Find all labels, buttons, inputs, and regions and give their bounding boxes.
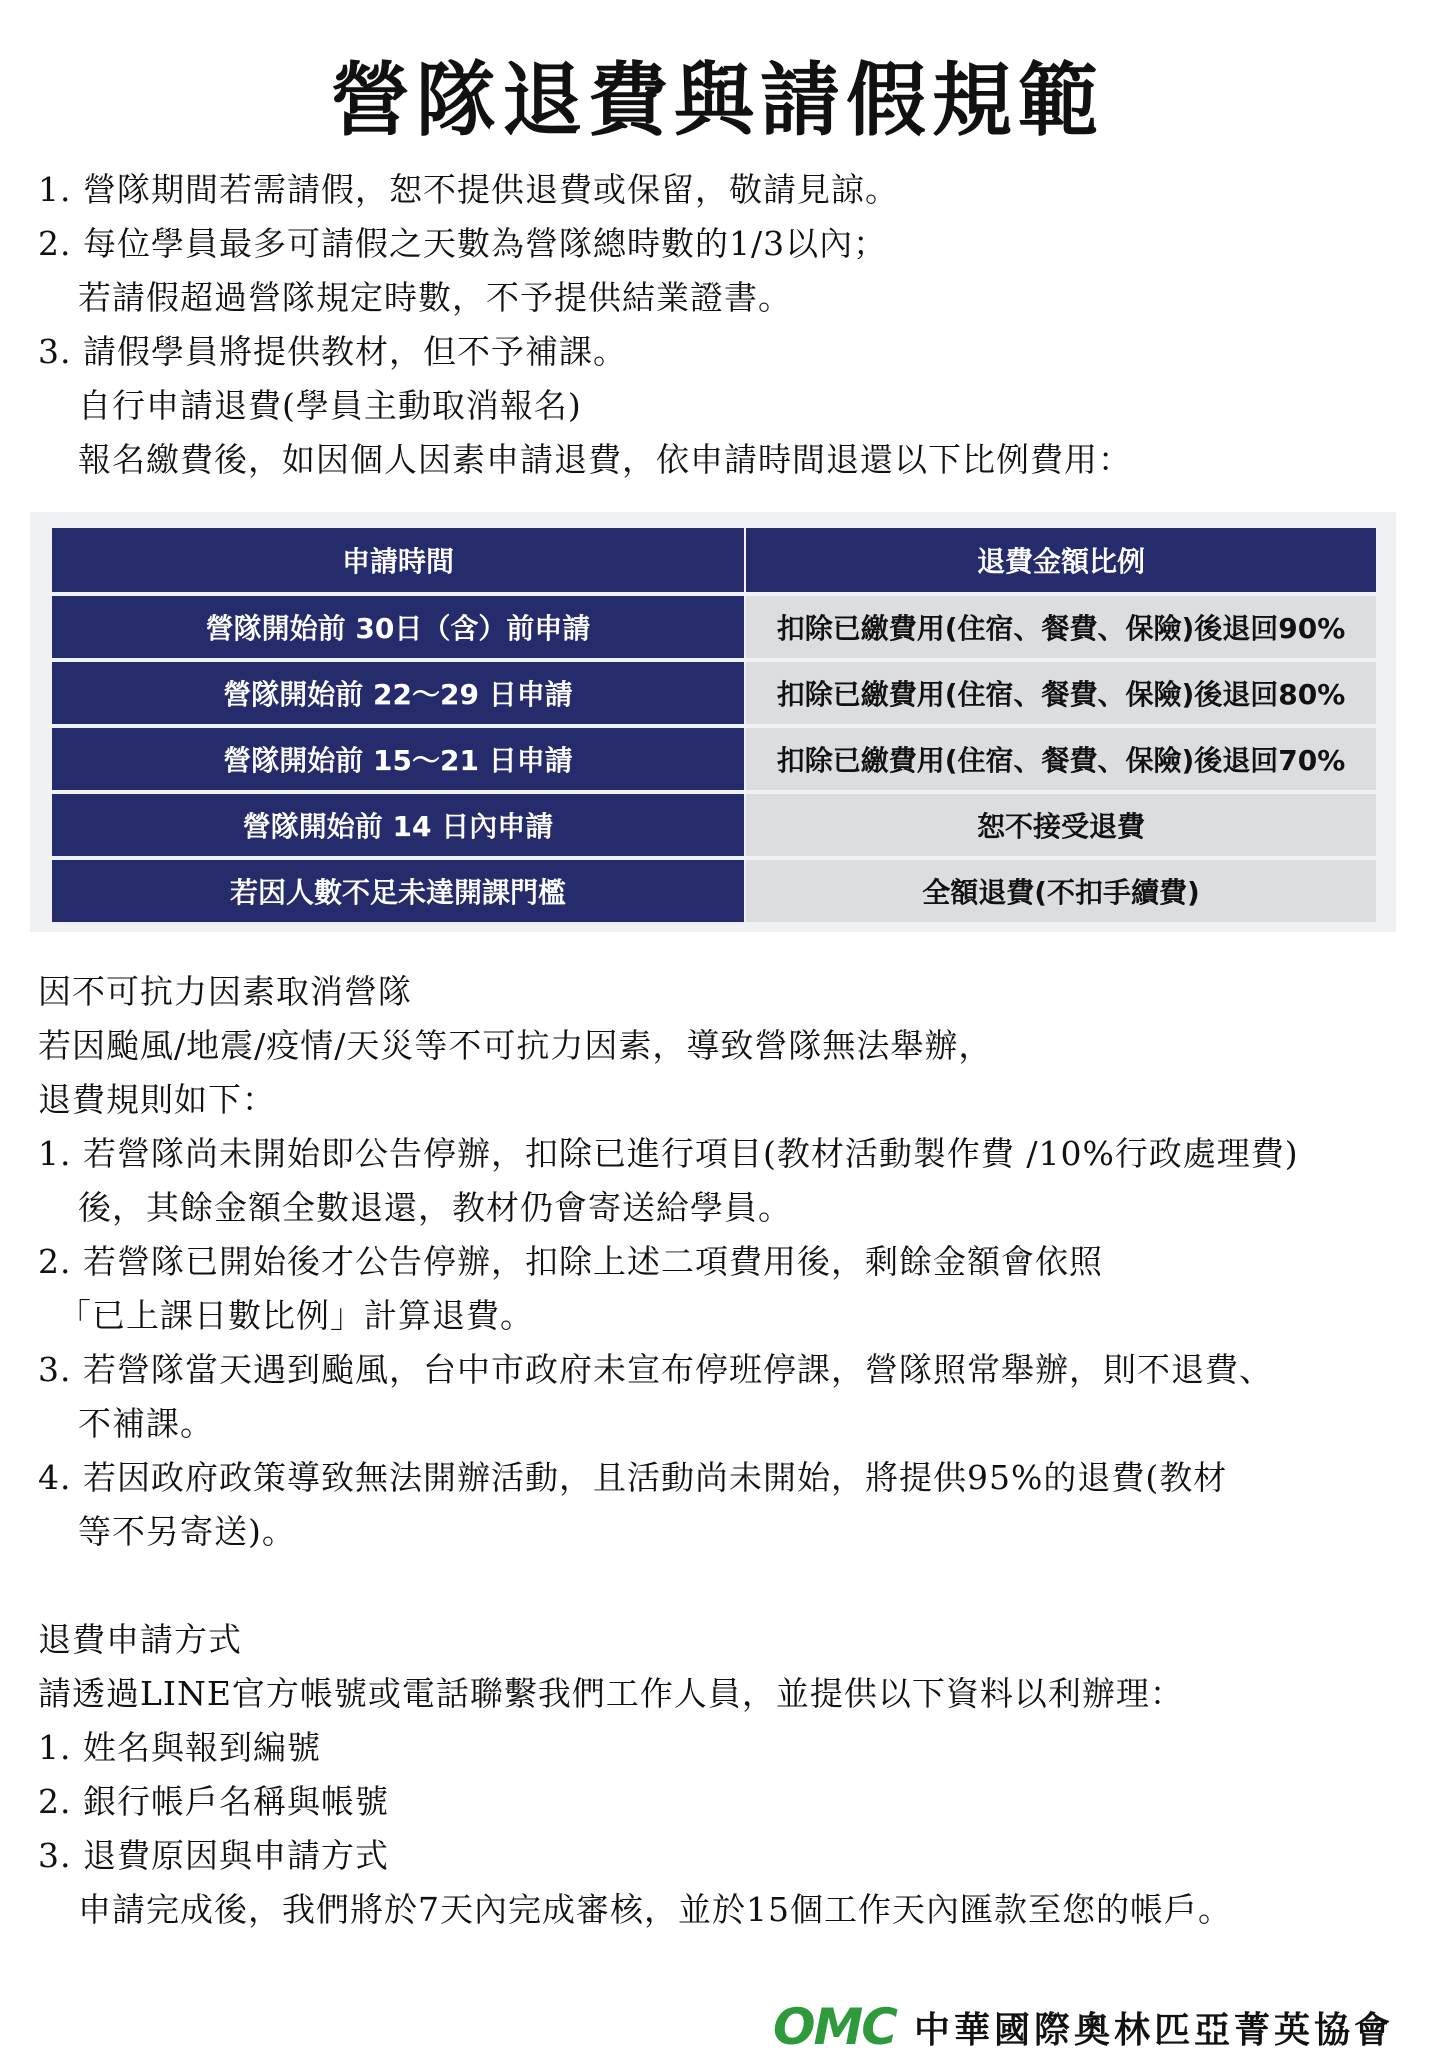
self-refund-intro: 報名繳費後，如因個人因素申請退費，依申請時間退還以下比例費用： (78, 440, 1132, 479)
footer (773, 1998, 1394, 2056)
force-majeure-rule-4-cont: 等不另寄送)。 (78, 1512, 296, 1551)
force-majeure-rules-label: 退費規則如下： (38, 1080, 276, 1119)
application-intro: 請透過LINE官方帳號或電話聯繫我們工作人員，並提供以下資料以利辦理： (38, 1674, 1184, 1713)
force-majeure-heading: 因不可抗力因素取消營隊 (38, 972, 412, 1011)
table-row (52, 728, 1376, 790)
force-majeure-rule-2: 2. 若營隊已開始後才公告停辦，扣除上述二項費用後，剩餘金額會依照 (38, 1242, 1103, 1281)
force-majeure-rule-4: 4. 若因政府政策導致無法開辦活動，且活動尚未開始，將提供95%的退費(教材 (38, 1458, 1228, 1497)
table-row (52, 662, 1376, 724)
leave-rule-1: 1. 營隊期間若需請假，恕不提供退費或保留，敬請見諒。 (38, 170, 899, 209)
organization-name: 中華國際奧林匹亞菁英協會 (913, 2008, 1394, 2051)
period-cell: 營隊開始前 15～21 日申請 (52, 728, 744, 790)
force-majeure-rule-3: 3. 若營隊當天遇到颱風，台中市政府未宣布停班停課，營隊照常舉辦，則不退費、 (38, 1350, 1273, 1389)
leave-rule-3: 3. 請假學員將提供教材，但不予補課。 (38, 332, 627, 371)
period-cell: 營隊開始前 30日（含）前申請 (52, 596, 744, 658)
table-header-row (52, 528, 1376, 592)
force-majeure-rule-1-cont: 後，其餘金額全數退還，教材仍會寄送給學員。 (78, 1188, 792, 1227)
period-cell: 營隊開始前 22～29 日申請 (52, 662, 744, 724)
force-majeure-intro: 若因颱風/地震/疫情/天災等不可抗力因素，導致營隊無法舉辦， (38, 1026, 993, 1065)
force-majeure-rule-2-cont: 「已上課日數比例」計算退費。 (58, 1296, 534, 1335)
application-item-1: 1. 姓名與報到編號 (38, 1728, 321, 1767)
refund-cell: 全額退費(不扣手續費) (746, 860, 1376, 922)
omc-logo: OMC (773, 1998, 896, 2056)
column-header-period: 申請時間 (52, 528, 744, 592)
table-row (52, 596, 1376, 658)
refund-table-panel (30, 512, 1396, 932)
leave-rule-2: 2. 每位學員最多可請假之天數為營隊總時數的1/3以內； (38, 224, 888, 263)
period-cell: 若因人數不足未達開課門檻 (52, 860, 744, 922)
force-majeure-rule-1: 1. 若營隊尚未開始即公告停辦，扣除已進行項目(教材活動製作費 /10%行政處理費) (38, 1134, 1299, 1173)
page-title: 營隊退費與請假規範 (330, 53, 1104, 147)
table-row (52, 860, 1376, 922)
column-header-refund: 退費金額比例 (746, 528, 1376, 592)
period-cell: 營隊開始前 14 日內申請 (52, 794, 744, 856)
self-refund-heading: 自行申請退費(學員主動取消報名) (78, 386, 582, 425)
application-item-3: 3. 退費原因與申請方式 (38, 1836, 389, 1875)
application-item-2: 2. 銀行帳戶名稱與帳號 (38, 1782, 389, 1821)
table-row (52, 794, 1376, 856)
application-heading: 退費申請方式 (38, 1620, 242, 1659)
refund-cell: 扣除已繳費用(住宿、餐費、保險)後退回90% (746, 596, 1376, 658)
refund-cell: 扣除已繳費用(住宿、餐費、保險)後退回80% (746, 662, 1376, 724)
application-note: 申請完成後，我們將於7天內完成審核，並於15個工作天內匯款至您的帳戶。 (78, 1890, 1232, 1929)
force-majeure-rule-3-cont: 不補課。 (78, 1404, 214, 1443)
refund-table (50, 524, 1378, 926)
leave-rule-2-cont: 若請假超過營隊規定時數，不予提供結業證書。 (78, 278, 792, 317)
refund-cell: 恕不接受退費 (746, 794, 1376, 856)
refund-cell: 扣除已繳費用(住宿、餐費、保險)後退回70% (746, 728, 1376, 790)
